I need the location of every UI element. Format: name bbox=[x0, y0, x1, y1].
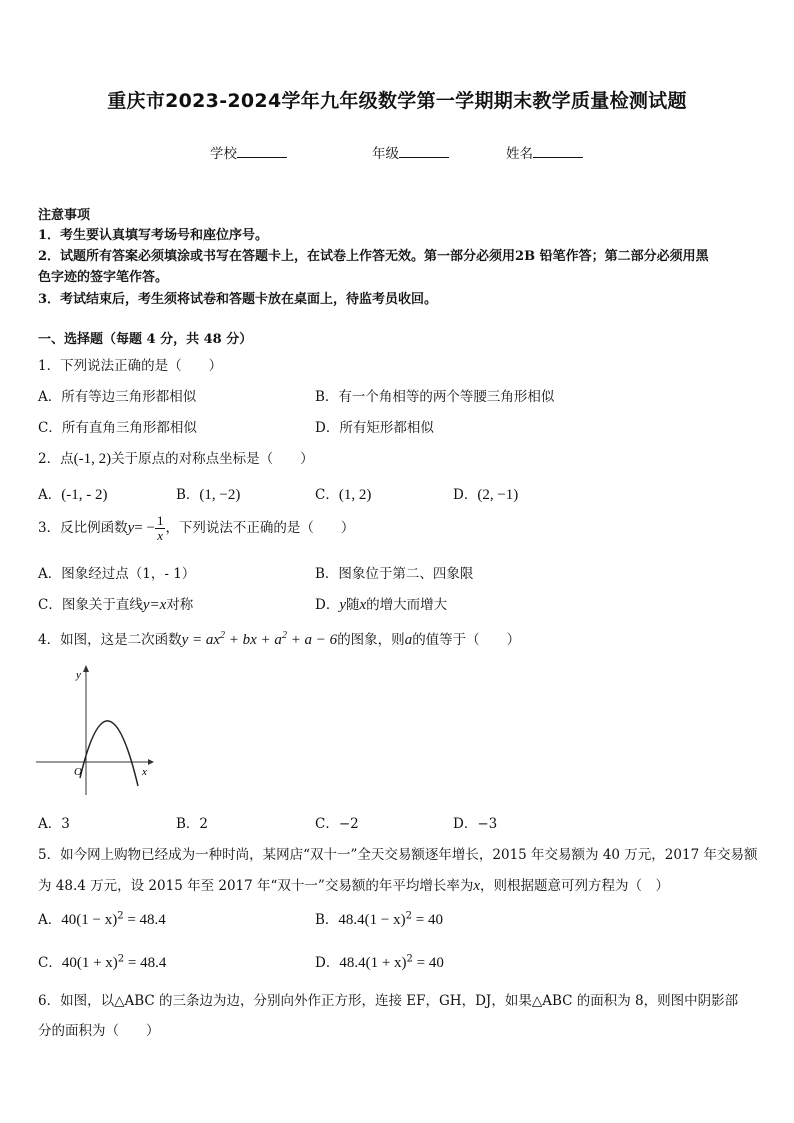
option-expr: 48.4(1 − x) bbox=[338, 912, 406, 928]
q4-option-b: B．2 bbox=[176, 816, 209, 832]
option-label: A． bbox=[38, 487, 62, 503]
option-expr: 40(1 + x) bbox=[61, 955, 118, 971]
notice-heading: 注意事项 bbox=[38, 208, 91, 223]
option-rhs: = 40 bbox=[412, 955, 444, 971]
q2-pre: 2．点 bbox=[38, 451, 74, 467]
q5-line2 bbox=[38, 874, 669, 895]
notice-item: 1．考生要认真填写考场号和座位序号。 bbox=[38, 228, 269, 243]
option-label: C． bbox=[315, 487, 339, 503]
school-label: 学校 bbox=[210, 146, 237, 162]
origin-label: O bbox=[74, 766, 82, 778]
option-rhs: = 40 bbox=[412, 912, 443, 928]
option-label: D． bbox=[453, 487, 478, 503]
q5-option-b bbox=[315, 908, 443, 929]
q2-stem bbox=[38, 447, 314, 468]
option-label: B． bbox=[176, 487, 200, 503]
parabola-graph bbox=[36, 660, 156, 800]
exponent: 2 bbox=[117, 910, 124, 922]
q3-fraction bbox=[155, 514, 166, 543]
q2-option-b bbox=[176, 483, 240, 504]
q5-text: ，则根据题意可列方程为（ ） bbox=[480, 878, 669, 894]
page-title: 重庆市2023-2024学年九年级数学第一学期期末教学质量检测试题 bbox=[107, 90, 687, 112]
school-field bbox=[210, 142, 287, 162]
q2-option-c bbox=[315, 483, 371, 504]
q4-a-var: a bbox=[404, 632, 413, 648]
q3-pre: 3．反比例函数 bbox=[38, 520, 128, 536]
exponent: 2 bbox=[406, 953, 413, 965]
q3-y: y bbox=[127, 520, 135, 536]
q1-option-c: C．所有直角三角形都相似 bbox=[38, 420, 197, 436]
exponent: 2 bbox=[405, 910, 412, 922]
fraction-denominator: x bbox=[157, 528, 164, 543]
q4-stem bbox=[38, 628, 520, 649]
grade-label: 年级 bbox=[372, 146, 399, 162]
q1-option-d: D．所有矩形都相似 bbox=[315, 420, 434, 436]
option-text: 对称 bbox=[166, 597, 194, 613]
q5-option-c bbox=[38, 951, 166, 972]
exponent: 2 bbox=[117, 953, 125, 965]
q3-post: ，下列说法不正确的是（ ） bbox=[165, 520, 355, 536]
q3-option-c bbox=[38, 593, 193, 614]
parabola-curve bbox=[80, 721, 138, 786]
section-heading: 一、选择题（每题 4 分，共 48 分） bbox=[38, 332, 253, 347]
q4-pre: 4．如图，这是二次函数 bbox=[38, 632, 182, 648]
notice-item: 2．试题所有答案必须填涂或书写在答题卡上，在试卷上作答无效。第一部分必须用2B 铅笔作答；第二部分必须用黑 bbox=[38, 249, 709, 264]
option-value: (1, 2) bbox=[338, 487, 372, 503]
option-expr: 40(1 − x) bbox=[61, 912, 118, 928]
q3-eq: = − bbox=[134, 520, 155, 536]
option-text: 的增大而增大 bbox=[366, 597, 448, 613]
q2-option-a bbox=[38, 483, 107, 504]
option-value: (-1, - 2) bbox=[61, 487, 108, 503]
q3-y-var: y bbox=[339, 597, 346, 613]
q1-stem: 1．下列说法正确的是（ ） bbox=[38, 358, 223, 374]
q5-option-a bbox=[38, 908, 166, 929]
axis-y-label: y bbox=[76, 669, 81, 681]
q3-option-b: B．图象位于第二、四象限 bbox=[315, 566, 474, 582]
y-axis-arrow bbox=[83, 665, 89, 672]
x-axis-arrow bbox=[148, 759, 154, 765]
option-text: D． bbox=[315, 597, 340, 613]
notice-item: 色字迹的签字笔作答。 bbox=[38, 270, 169, 285]
option-rhs: = 48.4 bbox=[124, 955, 167, 971]
q5-text: 为 48.4 万元，设 2015 年至 2017 年“双十一”交易额的年平均增长率为 bbox=[38, 878, 474, 894]
q3-option-d bbox=[315, 593, 447, 614]
axis-x-label: x bbox=[142, 766, 147, 778]
q1-option-b: B．有一个角相等的两个等腰三角形相似 bbox=[315, 389, 555, 405]
option-value: (2, −1) bbox=[477, 487, 519, 503]
q4-post2: 的值等于（ ） bbox=[412, 632, 521, 648]
q6-line1: 6．如图，以△ABC 的三条边为边，分别向外作正方形，连接 EF，GH，DJ，如果△ABC 的面积为 8，则图中阴影部 bbox=[38, 993, 739, 1009]
q4-option-d: D．−3 bbox=[453, 816, 498, 832]
q4-post: 的图象，则 bbox=[337, 632, 405, 648]
q1-option-a: A．所有等边三角形都相似 bbox=[38, 389, 197, 405]
name-label: 姓名 bbox=[506, 146, 533, 162]
q4-option-c: C．−2 bbox=[315, 816, 359, 832]
option-text: C．图象关于直线 bbox=[38, 597, 143, 613]
q5-option-d bbox=[315, 951, 444, 972]
school-blank bbox=[237, 145, 287, 158]
fraction-numerator: 1 bbox=[156, 513, 164, 528]
name-blank bbox=[533, 145, 583, 158]
q3-x-var: x bbox=[359, 597, 367, 613]
q3-stem bbox=[38, 514, 354, 543]
option-text: 随 bbox=[346, 597, 360, 613]
q5-x-var: x bbox=[473, 878, 480, 894]
option-rhs: = 48.4 bbox=[123, 912, 166, 928]
option-expr: 48.4(1 + x) bbox=[339, 955, 407, 971]
q2-post: 关于原点的对称点坐标是（ ） bbox=[111, 451, 314, 467]
q4-function: $y = ax^2$ + bx + $a^2 + a - 6$ bbox=[181, 630, 338, 648]
q6-line2: 分的面积为（ ） bbox=[38, 1023, 160, 1039]
option-value: (1, −2) bbox=[199, 487, 241, 503]
option-label: D． bbox=[315, 955, 340, 971]
q2-option-d bbox=[453, 483, 518, 504]
option-label: C． bbox=[38, 955, 62, 971]
option-label: A． bbox=[38, 912, 62, 928]
option-label: B． bbox=[315, 912, 339, 928]
q3-line-eq: y=x bbox=[142, 597, 167, 613]
q5-line1: 5．如今网上购物已经成为一种时尚，某网店“双十一”全天交易额逐年增长，2015 年交易额为 40 万元，2017 年交易额 bbox=[38, 847, 758, 863]
grade-blank bbox=[399, 145, 449, 158]
notice-item: 3．考试结束后，考生须将试卷和答题卡放在桌面上，待监考员收回。 bbox=[38, 292, 438, 307]
q4-option-a: A．3 bbox=[38, 816, 70, 832]
name-field bbox=[506, 142, 583, 162]
q2-point: (-1, 2) bbox=[73, 451, 112, 467]
q3-option-a: A．图象经过点（1，- 1） bbox=[38, 566, 196, 582]
grade-field bbox=[372, 142, 449, 162]
